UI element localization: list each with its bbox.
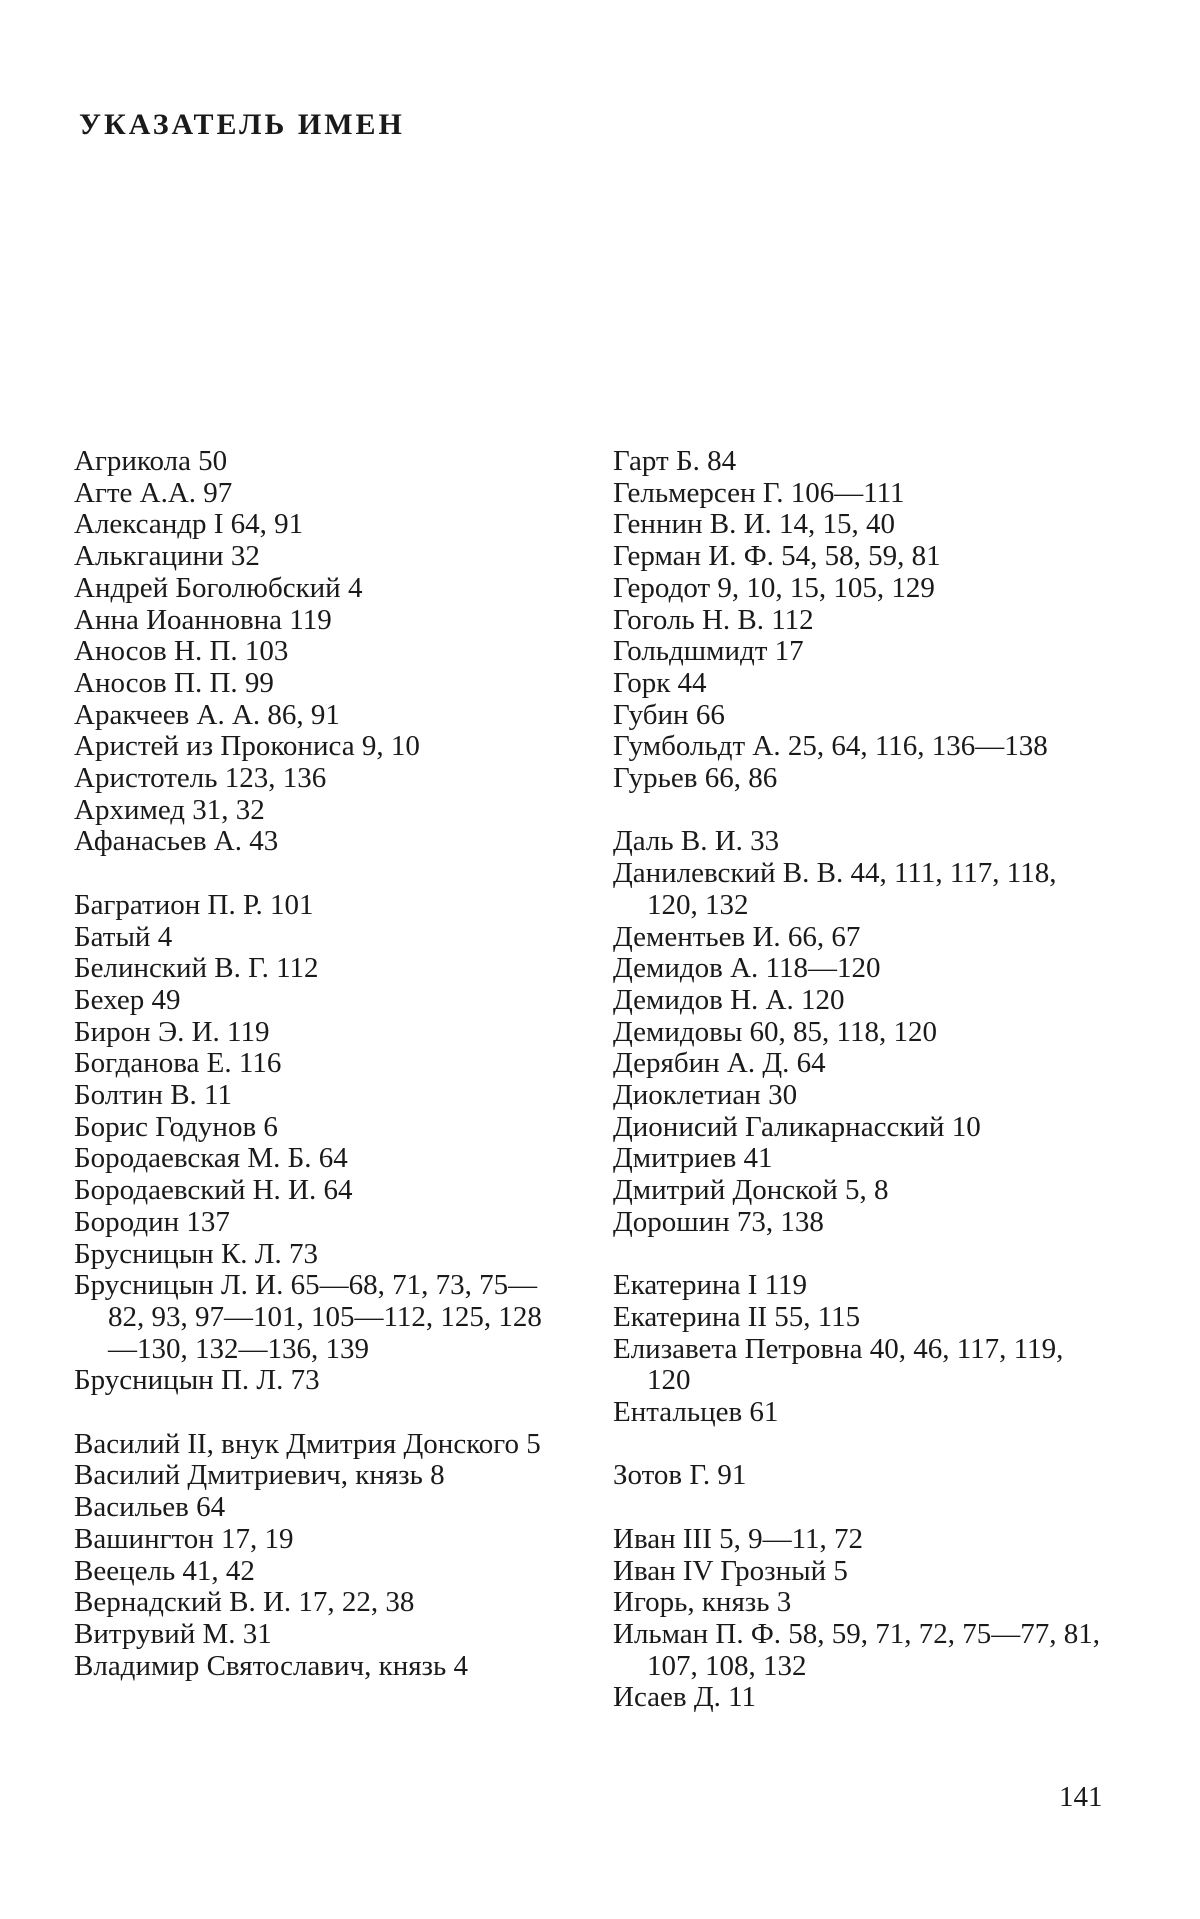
index-entry: Брусницын П. Л. 73 [74, 1364, 320, 1397]
index-entry: Даль В. И. 33 [613, 825, 780, 858]
index-entry: Екатерина I 119 [613, 1269, 808, 1302]
index-entry: Александр I 64, 91 [74, 508, 304, 541]
index-entry: Иван IV Грозный 5 [613, 1554, 848, 1587]
index-entry: Вернадский В. И. 17, 22, 38 [74, 1586, 415, 1619]
index-entry: Екатерина II 55, 115 [613, 1300, 861, 1333]
index-entry: Витрувий М. 31 [74, 1617, 272, 1650]
index-entry: Багратион П. Р. 101 [74, 888, 314, 921]
index-entry: Дорошин 73, 138 [613, 1205, 824, 1238]
index-column-right [613, 446, 1113, 1746]
index-entry: Диоклетиан 30 [613, 1079, 798, 1112]
index-entry: Бородин 137 [74, 1205, 230, 1238]
index-entry: Дмитрий Донской 5, 8 [613, 1174, 889, 1207]
index-entry: Брусницын К. Л. 73 [74, 1237, 318, 1270]
index-letter-group [613, 1524, 1113, 1714]
index-entry: Ентальцев 61 [613, 1396, 779, 1429]
index-entry: Гурьев 66, 86 [613, 762, 778, 795]
index-entry: Дерябин А. Д. 64 [613, 1047, 826, 1080]
index-entry: Батый 4 [74, 920, 173, 953]
index-entry: Гумбольдт А. 25, 64, 116, 136—138 [613, 730, 1048, 763]
index-entry: Афанасьев А. 43 [74, 825, 279, 858]
index-entry: Агте А.А. 97 [74, 476, 233, 509]
index-entry: Губин 66 [613, 698, 725, 731]
index-entry: Андрей Боголюбский 4 [74, 571, 363, 604]
page-title: УКАЗАТЕЛЬ ИМЕН [79, 108, 405, 141]
index-letter-group [613, 826, 1113, 1238]
index-entry: Васильев 64 [74, 1491, 226, 1524]
index-entry: Вашингтон 17, 19 [74, 1522, 294, 1555]
index-entry: Дионисий Галикарнасский 10 [613, 1110, 981, 1143]
index-entry: Архимед 31, 32 [74, 793, 265, 826]
index-entry: Белинский В. Г. 112 [74, 952, 319, 985]
index-entry: Елизавета Петровна 40, 46, 117, 119, 120 [613, 1332, 1064, 1397]
index-entry: Зотов Г. 91 [613, 1459, 747, 1492]
index-entry: Гоголь Н. В. 112 [613, 603, 814, 636]
index-entry: Веецель 41, 42 [74, 1554, 255, 1587]
index-entry: Богданова Е. 116 [74, 1047, 282, 1080]
index-letter-group [74, 890, 569, 1397]
index-entry: Василий Дмитриевич, князь 8 [74, 1459, 445, 1492]
index-entry: Аносов Н. П. 103 [74, 635, 289, 668]
index-entry: Аристей из Прокониса 9, 10 [74, 730, 420, 763]
page-number: 141 [1059, 1781, 1103, 1813]
index-entry: Геннин В. И. 14, 15, 40 [613, 508, 896, 541]
index-entry: Брусницын Л. И. 65—68, 71, 73, 75—82, 93, 97—101, 105—112, 125, 128—130, 132—136, 139 [74, 1269, 542, 1365]
index-entry: Геродот 9, 10, 15, 105, 129 [613, 571, 935, 604]
index-column-left [74, 446, 569, 1714]
index-entry: Алькгацини 32 [74, 540, 260, 573]
index-entry: Иван III 5, 9—11, 72 [613, 1522, 864, 1555]
index-letter-group [613, 1270, 1113, 1429]
index-entry: Болтин В. 11 [74, 1079, 232, 1112]
index-letter-group [613, 446, 1113, 795]
index-entry: Исаев Д. 11 [613, 1681, 757, 1714]
index-entry: Бирон Э. И. 119 [74, 1015, 270, 1048]
index-entry: Аносов П. П. 99 [74, 666, 274, 699]
index-entry: Игорь, князь 3 [613, 1586, 792, 1619]
index-entry: Ильман П. Ф. 58, 59, 71, 72, 75—77, 81, 107, 108, 132 [613, 1617, 1101, 1682]
index-letter-group [613, 1460, 1113, 1492]
index-entry: Борис Годунов 6 [74, 1110, 278, 1143]
index-entry: Гольдшмидт 17 [613, 635, 804, 668]
index-letter-group [74, 1429, 569, 1683]
index-entry: Дмитриев 41 [613, 1142, 773, 1175]
index-letter-group [74, 446, 569, 858]
index-entry: Агрикола 50 [74, 445, 228, 477]
index-entry: Гельмерсен Г. 106—111 [613, 476, 905, 509]
index-entry: Демидов Н. А. 120 [613, 983, 845, 1016]
index-entry: Аристотель 123, 136 [74, 762, 327, 795]
index-entry: Демидовы 60, 85, 118, 120 [613, 1015, 937, 1048]
index-entry: Демидов А. 118—120 [613, 952, 881, 985]
index-entry: Анна Иоанновна 119 [74, 603, 332, 636]
index-entry: Герман И. Ф. 54, 58, 59, 81 [613, 540, 941, 573]
index-entry: Данилевский В. В. 44, 111, 117, 118, 120, 132 [613, 857, 1057, 921]
index-entry: Бехер 49 [74, 983, 181, 1016]
index-entry: Горк 44 [613, 666, 707, 699]
index-entry: Аракчеев А. А. 86, 91 [74, 698, 340, 731]
index-entry: Бородаевская М. Б. 64 [74, 1142, 348, 1175]
index-entry: Дементьев И. 66, 67 [613, 920, 861, 953]
index-entry: Василий II, внук Дмитрия Донского 5 [74, 1427, 541, 1460]
index-entry: Гарт Б. 84 [613, 445, 737, 477]
index-entry: Владимир Святославич, князь 4 [74, 1649, 468, 1682]
index-entry: Бородаевский Н. И. 64 [74, 1174, 353, 1207]
